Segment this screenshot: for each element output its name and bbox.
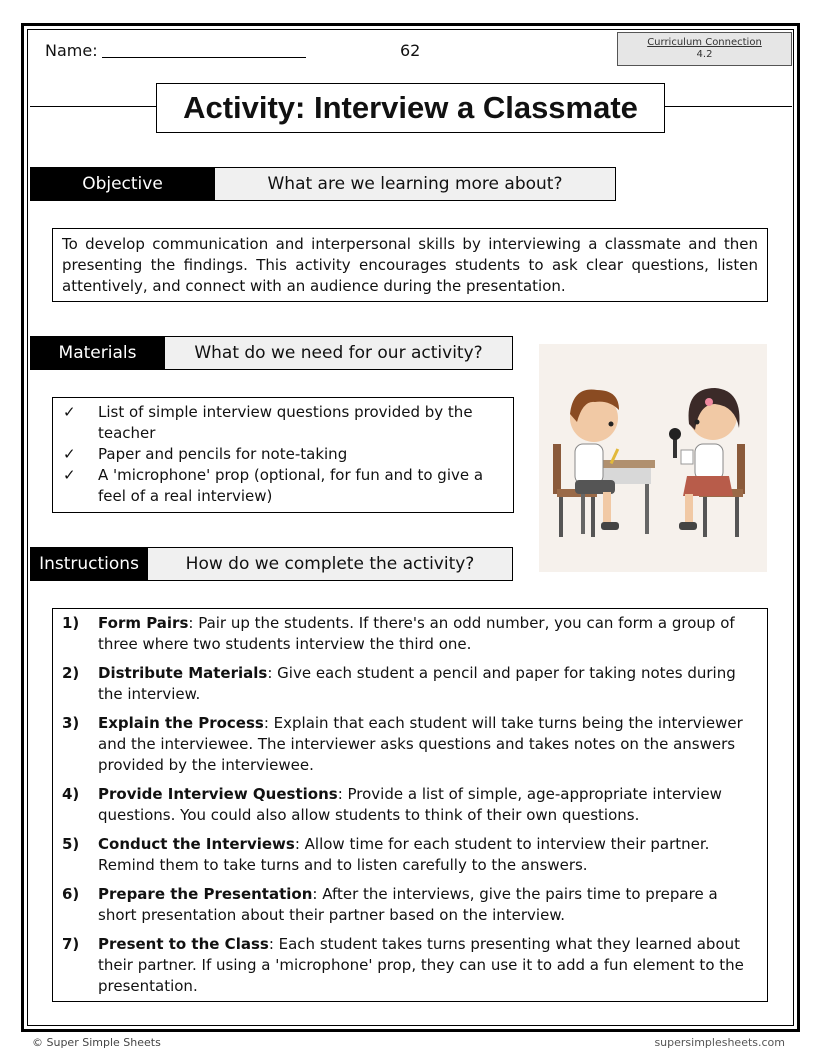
step-number: 7) (62, 935, 80, 953)
list-item (62, 613, 757, 655)
materials-box (52, 397, 514, 513)
curriculum-connection-title: Curriculum Connection (647, 37, 762, 48)
step-title: Present to the Class (98, 935, 269, 953)
instructions-box (52, 608, 768, 1002)
page-title: Activity: Interview a Classmate (156, 83, 665, 133)
step-title: Explain the Process (98, 714, 264, 732)
name-label: Name: (45, 41, 98, 60)
curriculum-connection-code: 4.2 (696, 49, 713, 60)
list-item (62, 784, 757, 826)
objective-question: What are we learning more about? (215, 167, 616, 201)
step-text: : Each student takes turns presenting what they learned about their partner. If using a 'microphone' prop, they can use it to add a fun element to the presentation. (98, 935, 744, 995)
curriculum-connection-box (617, 32, 792, 66)
list-item (62, 934, 757, 997)
step-text: : Provide a list of simple, age-appropriate interview questions. You could also allow students to think of their own questions. (98, 785, 722, 824)
instructions-label: Instructions (30, 547, 148, 581)
list-item (62, 834, 757, 876)
footer-copyright: © Super Simple Sheets (32, 1036, 161, 1049)
students-interview-image (539, 344, 767, 572)
step-number: 4) (62, 785, 80, 803)
step-text: : Pair up the students. If there's an odd number, you can form a group of three where two students interview the third one. (98, 614, 735, 653)
objective-label: Objective (30, 167, 215, 201)
objective-box (52, 228, 768, 302)
materials-question: What do we need for our activity? (165, 336, 513, 370)
step-title: Conduct the Interviews (98, 835, 295, 853)
list-item (63, 465, 503, 507)
step-number: 6) (62, 885, 80, 903)
footer-website: supersimplesheets.com (654, 1036, 785, 1049)
instructions-header (30, 547, 513, 581)
objective-text: To develop communication and interpersonal skills by interviewing a classmate and then presenting the findings. This activity encourages students to ask clear questions, listen attentively, and connect with an audience during the presentation. (62, 235, 758, 295)
step-title: Distribute Materials (98, 664, 268, 682)
page-number: 62 (400, 41, 421, 60)
step-text: : After the interviews, give the pairs time to prepare a short presentation about their partner based on the interview. (98, 885, 718, 924)
step-title: Prepare the Presentation (98, 885, 313, 903)
check-icon: ✓ (63, 403, 76, 421)
instructions-list (53, 609, 767, 1009)
step-text: : Give each student a pencil and paper for taking notes during the interview. (98, 664, 736, 703)
name-field[interactable] (45, 41, 306, 60)
material-text: A 'microphone' prop (optional, for fun and to give a feel of a real interview) (98, 466, 484, 505)
material-text: Paper and pencils for note-taking (98, 445, 348, 463)
step-number: 5) (62, 835, 80, 853)
step-number: 2) (62, 664, 80, 682)
list-item (63, 402, 503, 444)
step-number: 1) (62, 614, 80, 632)
check-icon: ✓ (63, 466, 76, 484)
step-text: : Allow time for each student to interview their partner. Remind them to take turns and to listen carefully to the answers. (98, 835, 710, 874)
interview-illustration (539, 344, 767, 572)
instructions-question: How do we complete the activity? (148, 547, 513, 581)
step-title: Provide Interview Questions (98, 785, 338, 803)
name-blank-line[interactable] (102, 44, 306, 58)
list-item (62, 884, 757, 926)
material-text: List of simple interview questions provided by the teacher (98, 403, 473, 442)
materials-label: Materials (30, 336, 165, 370)
step-title: Form Pairs (98, 614, 189, 632)
step-number: 3) (62, 714, 80, 732)
list-item (63, 444, 503, 465)
list-item (62, 713, 757, 776)
materials-list (53, 398, 513, 511)
materials-header (30, 336, 513, 370)
check-icon: ✓ (63, 445, 76, 463)
step-text: : Explain that each student will take turns being the interviewer and the interviewee. The interviewer asks questions and takes notes on the answers provided by the interviewee. (98, 714, 743, 774)
objective-header (30, 167, 616, 201)
list-item (62, 663, 757, 705)
